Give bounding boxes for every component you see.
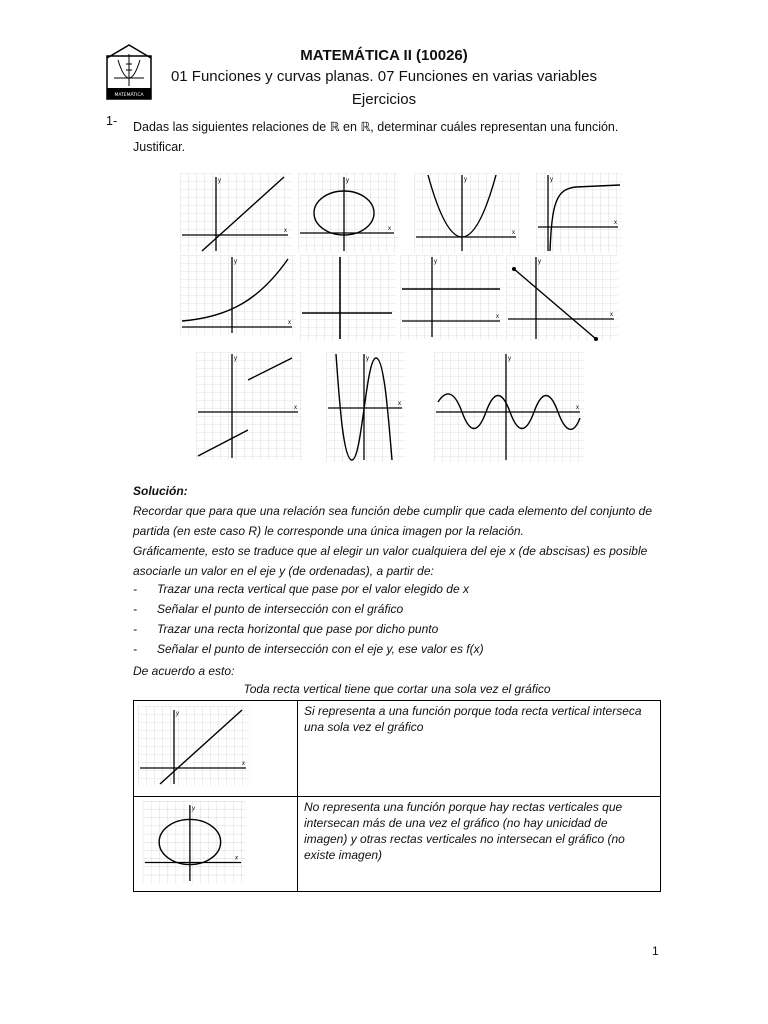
axis-x-label: x xyxy=(610,312,613,318)
question-text: Dadas las siguientes relaciones de ℝ en ℝ, determinar cuáles representan una función. xyxy=(133,120,619,134)
solution-heading: Solución: xyxy=(133,484,188,498)
table-row xyxy=(134,797,661,892)
axis-x-label: x xyxy=(614,220,617,226)
axis-y-label: y xyxy=(234,356,237,362)
axis-x-label: x xyxy=(235,854,239,862)
table-cell-graph xyxy=(134,797,298,892)
vertical-line-rule: Toda recta vertical tiene que cortar una sola vez el gráfico xyxy=(243,682,551,696)
axis-y-label: y xyxy=(550,177,553,183)
axis-x-label: x xyxy=(388,226,391,232)
axis-x-label: x xyxy=(294,405,297,411)
graph-cubic xyxy=(326,352,406,462)
solution-step-3: - Trazar una recta horizontal que pase por dicho punto xyxy=(133,622,439,636)
graph-vertical-line xyxy=(300,255,396,341)
axis-y-label: y xyxy=(346,178,349,184)
graph-parabola xyxy=(414,173,520,253)
axis-y-label: y xyxy=(234,259,237,265)
axis-x-label: x xyxy=(398,401,401,407)
graph-line xyxy=(180,173,292,253)
solution-step-4: - Señalar el punto de intersección con el eje y, ese valor es f(x) xyxy=(133,642,484,656)
axis-y-label: y xyxy=(191,805,196,813)
table-graph-line xyxy=(138,705,250,787)
axis-x-label: x xyxy=(512,230,515,236)
axis-x-label: x xyxy=(288,320,291,326)
table-graph-ellipse xyxy=(138,801,250,883)
section-title: Ejercicios xyxy=(351,91,417,108)
axis-y-label: y xyxy=(366,356,369,362)
solution-step-1: - Trazar una recta vertical que pase por el valor elegido de x xyxy=(133,582,469,596)
graph-ellipse xyxy=(298,173,398,253)
logo-text: MATEMÁTICA xyxy=(114,93,144,98)
analysis-table xyxy=(133,700,661,892)
axis-y-label: y xyxy=(464,177,467,183)
table-cell-text: No representa una función porque hay rectas verticales que intersecan más de una vez el gráfico (no hay unicidad de imagen) y otras rectas verticales no intersecan el gráfico (no existe imagen) xyxy=(298,797,661,892)
question-number: 1- xyxy=(106,114,118,128)
graph-exponential xyxy=(180,255,296,335)
page-number: 1 xyxy=(652,944,659,958)
table-cell-graph xyxy=(134,701,298,797)
graph-sine-wave xyxy=(434,352,584,462)
axis-x-label: x xyxy=(576,405,579,411)
solution-paragraph-2: Gráficamente, esto se traduce que al elegir un valor cualquiera del eje x (de abscisas) es posible asociarle un valor en el eje y (de ordenadas), a partir de: xyxy=(133,544,648,578)
solution-paragraph-3: De acuerdo a esto: xyxy=(133,664,235,678)
axis-y-label: y xyxy=(218,178,221,184)
solution-step-2: - Señalar el punto de intersección con el gráfico xyxy=(133,602,404,616)
graph-two-parallel-segments xyxy=(196,352,302,460)
document-title: MATEMÁTICA II (10026) xyxy=(300,47,468,64)
axis-x-label: x xyxy=(242,761,245,767)
axis-y-label: y xyxy=(538,259,541,265)
graph-saturating-curve xyxy=(536,173,622,253)
axis-x-label: x xyxy=(284,228,287,234)
axis-y-label: y xyxy=(508,356,511,362)
question-text-justify: Justificar. xyxy=(133,140,186,154)
axis-x-label: x xyxy=(496,314,499,320)
graph-decreasing-segment xyxy=(506,255,618,341)
axis-y-label: y xyxy=(434,259,437,265)
document-subtitle: 01 Funciones y curvas planas. 07 Funciones en varias variables xyxy=(170,68,598,85)
table-cell-text: Si representa a una función porque toda recta vertical interseca una sola vez el gráfico xyxy=(298,701,661,797)
axis-y-label: y xyxy=(176,711,179,717)
graph-horizontal-line xyxy=(400,255,504,339)
table-row xyxy=(134,701,661,797)
solution-paragraph-1: Recordar que para que una relación sea función debe cumplir que cada elemento del conjunto de partida (en este caso R) le corresponde una única imagen por la relación. xyxy=(133,504,653,538)
